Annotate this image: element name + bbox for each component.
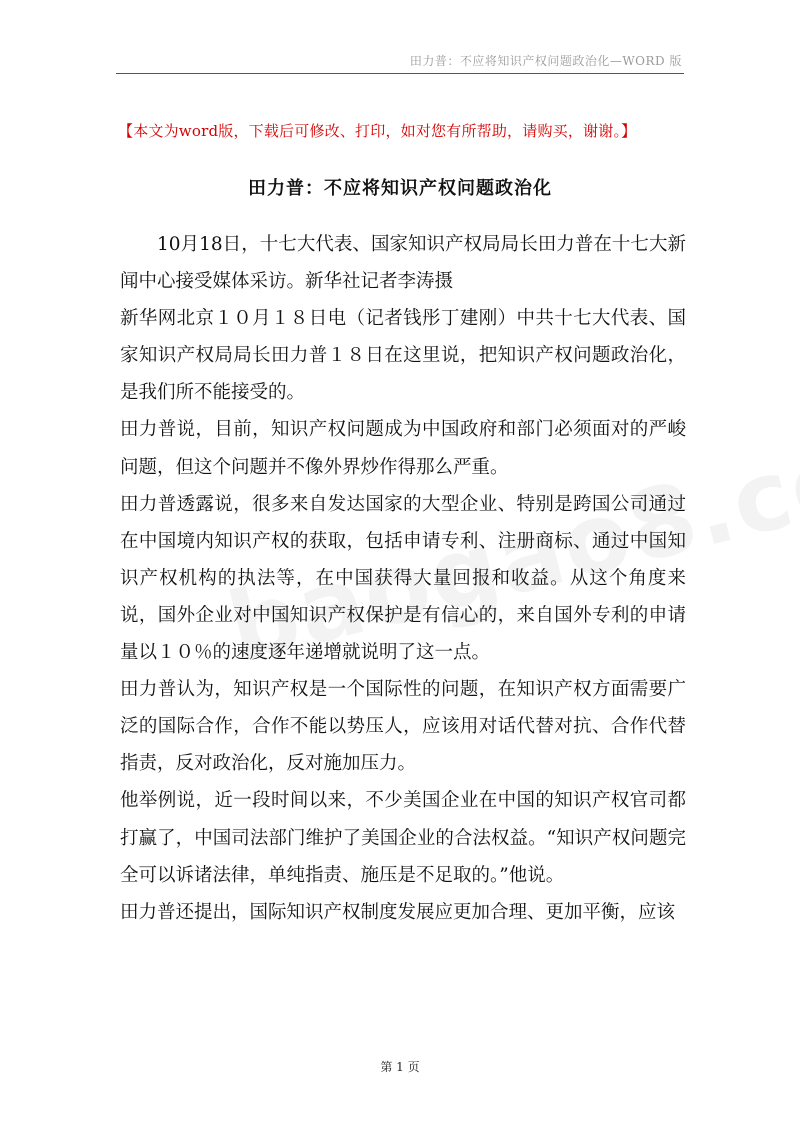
download-notice: 【本文为word版，下载后可修改、打印，如对您有所帮助，请购买，谢谢。】: [118, 122, 637, 140]
header-divider: [116, 73, 684, 74]
paragraph: 田力普说，目前，知识产权问题成为中国政府和部门必须面对的严峻问题，但这个问题并不像外界炒作得那么严重。: [120, 419, 686, 478]
paragraph: 他举例说，近一段时间以来，不少美国企业在中国的知识产权官司都打赢了，中国司法部门维护了美国企业的合法权益。“知识产权问题完全可以诉诸法律，单纯指责、施压是不足取的。”他说。: [120, 790, 686, 886]
article-body: [120, 226, 686, 931]
paragraph: 田力普认为，知识产权是一个国际性的问题，在知识产权方面需要广泛的国际合作，合作不能以势压人，应该用对话代替对抗、合作代替指责，反对政治化，反对施加压力。: [120, 679, 686, 775]
running-header: 田力普：不应将知识产权问题政治化—WORD 版: [409, 54, 682, 68]
paragraph: 田力普还提出，国际知识产权制度发展应更加合理、更加平衡，应该: [120, 901, 676, 923]
paragraph-photo-caption: 10月18日，十七大代表、国家知识产权局局长田力普在十七大新闻中心接受媒体采访。新华社记者李涛摄: [120, 234, 686, 293]
page-number: 第 1 页: [380, 1060, 420, 1074]
paragraph: 田力普透露说，很多来自发达国家的大型企业、特别是跨国公司通过在中国境内知识产权的获取，包括申请专利、注册商标、通过中国知识产权机构的执法等，在中国获得大量回报和收益。从这个角度来说，国外企业对中国知识产权保护是有信心的，来自国外专利的申请量以１０％的速度逐年递增就说明了这一点。: [120, 493, 686, 664]
article-title: 田力普：不应将知识产权问题政治化: [248, 178, 552, 199]
paragraph: 新华网北京１０月１８日电（记者钱彤丁建刚）中共十七大代表、国家知识产权局局长田力普１８日在这里说，把知识产权问题政治化，是我们所不能接受的。: [120, 308, 686, 404]
